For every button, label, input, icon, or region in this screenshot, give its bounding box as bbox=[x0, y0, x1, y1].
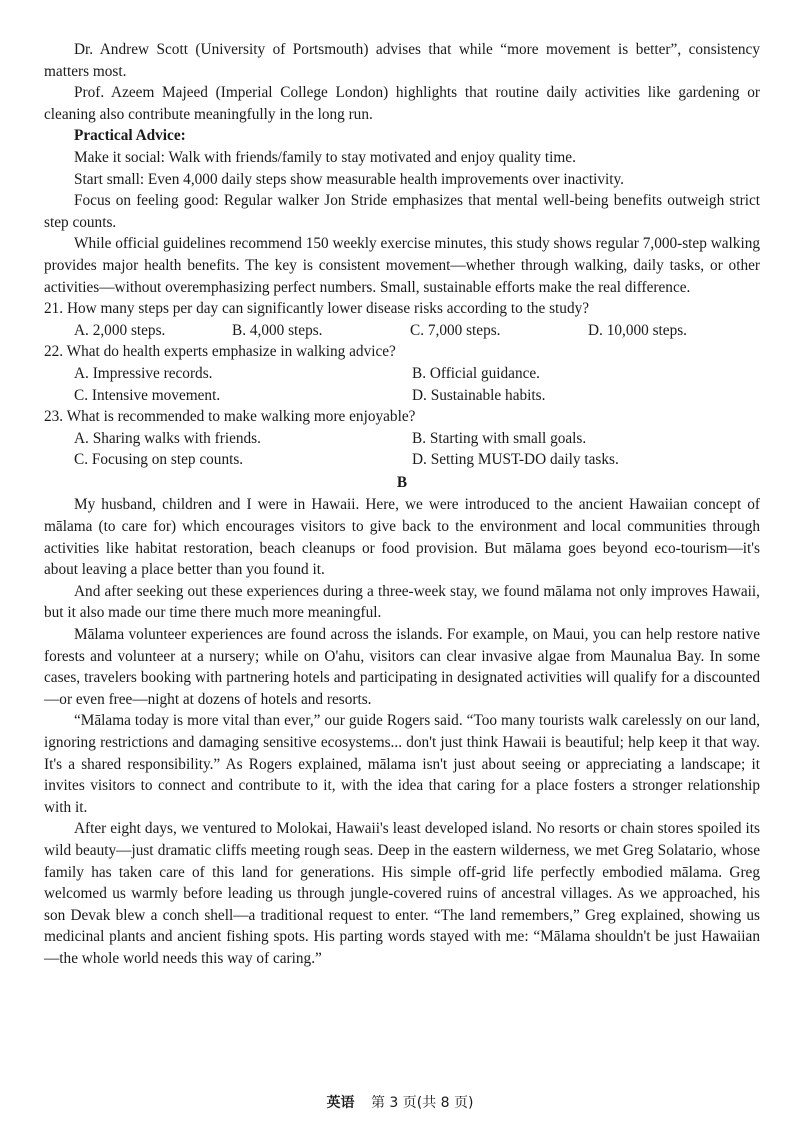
option-c: C. 7,000 steps. bbox=[410, 321, 501, 339]
option-a: A. 2,000 steps. bbox=[74, 321, 166, 339]
question-21-options bbox=[44, 320, 760, 342]
question-21-stem: 21. How many steps per day can significantly lower disease risks according to the study? bbox=[44, 300, 590, 318]
option-c: C. Focusing on step counts. bbox=[74, 451, 244, 469]
page-footer bbox=[0, 1093, 800, 1115]
advice-item-small: Start small: Even 4,000 daily steps show measurable health improvements over inactivity. bbox=[74, 170, 625, 188]
option-d: D. Sustainable habits. bbox=[412, 386, 546, 404]
option-a: A. Sharing walks with friends. bbox=[74, 429, 261, 447]
question-23-options-row-2 bbox=[44, 449, 760, 471]
passage-a-paragraph-2: Prof. Azeem Majeed (Imperial College London) highlights that routine daily activities like gardening or cleaning also contribute meaningfully in the long run. bbox=[44, 84, 760, 123]
passage-a-paragraph-1: Dr. Andrew Scott (University of Portsmouth) advises that while “more movement is better”, consistency matters most. bbox=[44, 41, 760, 80]
advice-item-feeling: Focus on feeling good: Regular walker Jon Stride emphasizes that mental well-being benefits outweigh strict step counts. bbox=[44, 192, 760, 231]
exam-page bbox=[44, 39, 760, 970]
option-d: D. Setting MUST-DO daily tasks. bbox=[412, 451, 619, 469]
footer-subject: 英语 bbox=[326, 1095, 355, 1111]
question-22-options-row-1 bbox=[44, 363, 760, 385]
passage-b-paragraph-2: And after seeking out these experiences during a three-week stay, we found mālama not only improves Hawaii, but it also made our time there much more meaningful. bbox=[44, 582, 760, 622]
option-b: B. Starting with small goals. bbox=[412, 429, 587, 447]
passage-b-paragraph-1: My husband, children and I were in Hawaii. Here, we were introduced to the ancient Hawaiian concept of mālama (to care for) which encourages visitors to give back to the environment and local communities through activities like habitat restoration, beach cleanups or food provision. But mālama goes beyond eco-tourism—it's about leaving a place better than you found it. bbox=[44, 496, 760, 579]
advice-item-social: Make it social: Walk with friends/family to stay motivated and enjoy quality time. bbox=[74, 148, 576, 166]
passage-b-paragraph-3: Mālama volunteer experiences are found across the islands. For example, on Maui, you can help restore native forests and volunteer at a nursery; while on O'ahu, visitors can clear invasive algae from Maunalua Bay. In some cases, travelers booking with partnering hotels and participating in designated activities will qualify for a discounted—or even free—night at dozens of hotels and resorts. bbox=[44, 626, 760, 708]
option-b: B. 4,000 steps. bbox=[232, 321, 323, 339]
question-22-stem: 22. What do health experts emphasize in walking advice? bbox=[44, 343, 396, 361]
passage-b-paragraph-5: After eight days, we ventured to Molokai, Hawaii's least developed island. No resorts or chain stores spoiled its wild beauty—just dramatic cliffs meeting rough seas. Deep in the eastern wilderness, we met Greg Solatario, whose family has taken care of this land for generations. His simple off-grid life perfectly embodied mālama. Greg welcomed us warmly before leading us through jungle-covered ruins of ancestral villages. As we approached, his son Devak blew a conch shell—a traditional request to enter. “The land remembers,” Greg explained, showing us medicinal plants and ancient fishing spots. His parting words stayed with me: “Mālama shouldn't be just Hawaiian—the whole world needs this way of caring.” bbox=[44, 820, 760, 967]
option-d: D. 10,000 steps. bbox=[588, 321, 688, 339]
practical-advice-heading: Practical Advice: bbox=[74, 127, 186, 145]
option-a: A. Impressive records. bbox=[74, 364, 213, 382]
section-b-label: B bbox=[396, 473, 408, 491]
question-23-stem: 23. What is recommended to make walking more enjoyable? bbox=[44, 408, 416, 426]
option-c: C. Intensive movement. bbox=[74, 386, 221, 404]
passage-b-paragraph-4: “Mālama today is more vital than ever,” our guide Rogers said. “Too many tourists walk carelessly on our land, ignoring restrictions and damaging sensitive ecosystems... don't just think Hawaii is beautiful; help keep it that way. It's a shared responsibility.” As Rogers explained, mālama isn't just about seeing or appreciating a landscape; it invites visitors to connect and contribute to it, with the idea that caring for a place fosters a stronger relationship with it. bbox=[44, 712, 760, 816]
question-22-options-row-2 bbox=[44, 385, 760, 407]
footer-page-number: 第 3 页(共 8 页) bbox=[370, 1095, 474, 1111]
option-b: B. Official guidance. bbox=[412, 364, 540, 382]
passage-a-paragraph-3: While official guidelines recommend 150 weekly exercise minutes, this study shows regular 7,000-step walking provides major health benefits. The key is consistent movement—whether through walking, daily tasks, or other activities—without overemphasizing perfect numbers. Small, sustainable efforts make the real difference. bbox=[44, 235, 760, 296]
question-23-options-row-1 bbox=[44, 428, 760, 450]
